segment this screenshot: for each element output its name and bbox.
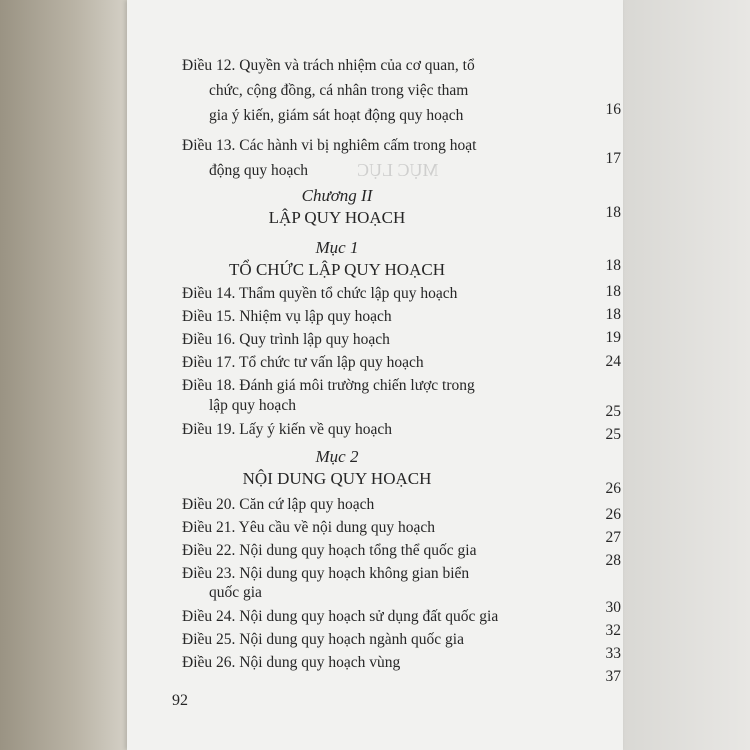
- toc-entry-text: gia ý kiến, giám sát hoạt động quy hoạch: [209, 107, 464, 124]
- toc-page-number: 18: [605, 257, 621, 274]
- background-right: [623, 0, 750, 750]
- toc-entry-text: Điều 26. Nội dung quy hoạch vùng: [182, 654, 401, 671]
- toc-page-number: 18: [605, 204, 621, 221]
- toc-entry-text: Điều 22. Nội dung quy hoạch tổng thể quốc gia: [182, 542, 477, 559]
- document-page: [127, 0, 623, 750]
- toc-entry-text: Điều 14. Thẩm quyền tổ chức lập quy hoạch: [182, 285, 458, 302]
- chapter-title: LẬP QUY HOẠCH: [268, 208, 406, 227]
- toc-entry-text: Điều 17. Tổ chức tư vấn lập quy hoạch: [182, 354, 424, 371]
- toc-entry-text: Điều 18. Đánh giá môi trường chiến lược trong: [182, 377, 475, 394]
- toc-page-number: 24: [605, 353, 621, 370]
- toc-entry-text: Điều 15. Nhiệm vụ lập quy hoạch: [182, 308, 392, 325]
- toc-page-number: 26: [605, 506, 621, 523]
- toc-entry-text: Điều 21. Yêu cầu về nội dung quy hoạch: [182, 519, 435, 536]
- toc-page-number: 18: [605, 283, 621, 300]
- toc-entry-text: Điều 25. Nội dung quy hoạch ngành quốc gia: [182, 631, 464, 648]
- toc-entry-text: Điều 16. Quy trình lập quy hoạch: [182, 331, 390, 348]
- toc-page-number: 32: [605, 622, 621, 639]
- toc-page-number: 30: [605, 599, 621, 616]
- section-label: Mục 1: [315, 238, 359, 257]
- toc-page-number: 27: [605, 529, 621, 546]
- toc-page-number: 18: [605, 306, 621, 323]
- toc-page-number: 26: [605, 480, 621, 497]
- toc-page-number: 28: [605, 552, 621, 569]
- toc-page-number: 16: [605, 101, 621, 118]
- toc-entry-text: Điều 24. Nội dung quy hoạch sử dụng đất quốc gia: [182, 608, 499, 625]
- section-label: Mục 2: [315, 447, 359, 466]
- toc-entry-text: Điều 23. Nội dung quy hoạch không gian biển: [182, 565, 470, 582]
- toc-entry-text: Điều 20. Căn cứ lập quy hoạch: [182, 496, 375, 513]
- toc-entry-text: Điều 19. Lấy ý kiến về quy hoạch: [182, 421, 393, 438]
- toc-page-number: 33: [605, 645, 621, 662]
- page-number-footer: 92: [172, 692, 188, 709]
- toc-entry-text: động quy hoạch: [209, 162, 309, 179]
- toc-page-number: 19: [605, 329, 621, 346]
- section-title: TỔ CHỨC LẬP QUY HOẠCH: [229, 260, 445, 279]
- chapter-label: Chương II: [301, 186, 373, 205]
- toc-entry-text: Điều 13. Các hành vi bị nghiêm cấm trong hoạt: [182, 137, 477, 154]
- toc-page-number: 17: [605, 150, 621, 167]
- bleed-through-text: MỤC LỤC: [357, 160, 439, 180]
- toc-page-number: 25: [605, 403, 621, 420]
- section-title: NỘI DUNG QUY HOẠCH: [242, 469, 432, 488]
- toc-page-number: 25: [605, 426, 621, 443]
- toc-entry-text: lập quy hoạch: [209, 397, 296, 414]
- toc-entry-text: Điều 12. Quyền và trách nhiệm của cơ quan, tổ: [182, 57, 475, 74]
- background-left: [0, 0, 127, 750]
- toc-entry-text: chức, cộng đồng, cá nhân trong việc tham: [209, 82, 469, 99]
- toc-page-number: 37: [605, 668, 621, 685]
- toc-entry-text: quốc gia: [209, 584, 262, 601]
